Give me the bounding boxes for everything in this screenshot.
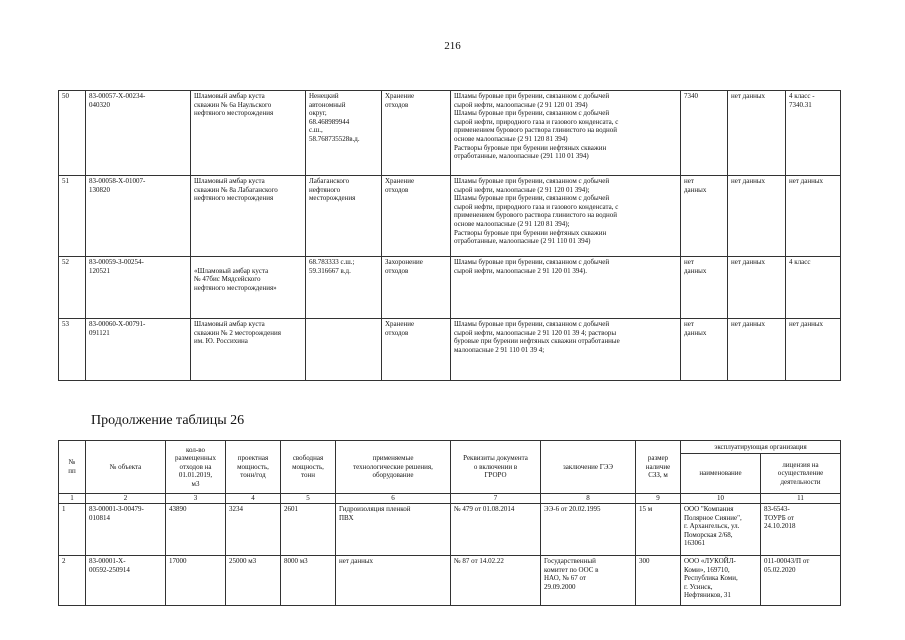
object-location: 68.783333 с.ш.; 59.316667 в.д. <box>306 257 382 319</box>
technology: Гидроизоляция пленкой ПВХ <box>336 504 451 556</box>
header-waste-quantity: кол-во размещенных отходов на 01.01.2019, м3 <box>166 441 226 494</box>
hazard-class: нет данных <box>786 319 841 381</box>
column-number: 4 <box>226 494 281 504</box>
object-id: 83-00001-Х- 00592-250914 <box>86 556 166 606</box>
hazard-class: нет данных <box>786 176 841 257</box>
object-purpose: Хранение отходов <box>382 176 451 257</box>
waste-amount: 7340 <box>681 91 728 176</box>
column-number: 1 <box>59 494 86 504</box>
column-number: 5 <box>281 494 336 504</box>
hazard-class: 4 класс - 7340.31 <box>786 91 841 176</box>
table-row <box>59 319 841 381</box>
object-location: Ненецкий автономный округ, 68.468989944 с.ш., 58.768735528в.д. <box>306 91 382 176</box>
design-capacity: 25000 м3 <box>226 556 281 606</box>
header-design-capacity: проектная мощность, тонн/год <box>226 441 281 494</box>
waste-types: Шламы буровые при бурении, связанном с добычей сырой нефти, малоопасные (2 91 120 01 394) Шламы буровые при бурении, связанном с добычей сырой нефти, природного газа и газового конденсата, с применением бурового раствора глинистого на водной основе малоопасные (2 91 120 81 394) Растворы буровые при бурении нефтяных скважин отработанные, малоопасные (291 110 01 394) <box>451 91 681 176</box>
hazard-class: 4 класс <box>786 257 841 319</box>
column-number: 3 <box>166 494 226 504</box>
waste-quantity: 17000 <box>166 556 226 606</box>
object-name: «Шламовый амбар куста № 47бис Мядсейского нефтяного месторождения» <box>191 257 306 319</box>
object-purpose: Хранение отходов <box>382 91 451 176</box>
table-row <box>59 504 841 556</box>
header-row-number: № пп <box>59 441 86 494</box>
page-number: 216 <box>444 40 461 52</box>
szz-size: 15 м <box>636 504 681 556</box>
column-number: 7 <box>451 494 541 504</box>
header-szz-size: размер наличие СЗЗ, м <box>636 441 681 494</box>
org-license: 83-6543- ТОУРБ от 24.10.2018 <box>761 504 841 556</box>
header-org-license: лицензия на осуществление деятельности <box>761 454 841 494</box>
groro-document: № 87 от 14.02.22 <box>451 556 541 606</box>
gee-conclusion: Государственный комитет по ООС в НАО, № 67 от 29.09.2000 <box>541 556 636 606</box>
header-object-number: № объекта <box>86 441 166 494</box>
object-location <box>306 319 382 381</box>
object-data: нет данных <box>728 91 786 176</box>
waste-objects-table <box>58 90 841 381</box>
continuation-title: Продолжение таблицы 26 <box>91 413 245 428</box>
column-number: 9 <box>636 494 681 504</box>
org-name: ООО «ЛУКОЙЛ- Коми», 169710, Республика Коми, г. Усинск, Нефтяников, 31 <box>681 556 761 606</box>
row-number: 52 <box>59 257 86 319</box>
szz-size: 300 <box>636 556 681 606</box>
header-technology: применяемые технологические решения, оборудование <box>336 441 451 494</box>
row-number: 53 <box>59 319 86 381</box>
object-id: 83-00060-Х-00791- 091121 <box>86 319 191 381</box>
table-row <box>59 556 841 606</box>
org-license: 011-00043/П от 05.02.2020 <box>761 556 841 606</box>
header-gee-conclusion: заключение ГЭЭ <box>541 441 636 494</box>
waste-quantity: 43890 <box>166 504 226 556</box>
gee-conclusion: ЭЭ-6 от 20.02.1995 <box>541 504 636 556</box>
table-row <box>59 176 841 257</box>
continuation-table <box>58 440 841 606</box>
column-number: 10 <box>681 494 761 504</box>
object-name: Шламовый амбар куста скважин № 6а Наульского нефтяного месторождения <box>191 91 306 176</box>
waste-types: Шламы буровые при бурении, связанном с добычей сырой нефти, малоопасные 2 91 120 01 394). <box>451 257 681 319</box>
technology: нет данных <box>336 556 451 606</box>
header-operating-organization: эксплуатирующая организация <box>681 441 841 454</box>
object-id: 83-00058-Х-01007- 130820 <box>86 176 191 257</box>
object-data: нет данных <box>728 257 786 319</box>
table-row <box>59 91 841 176</box>
object-purpose: Хранение отходов <box>382 319 451 381</box>
object-name: Шламовый амбар куста скважин № 8а Лабаганского нефтяного месторождения <box>191 176 306 257</box>
free-capacity: 8000 м3 <box>281 556 336 606</box>
row-number: 50 <box>59 91 86 176</box>
object-purpose: Захоронение отходов <box>382 257 451 319</box>
header-groro-document: Реквизиты документа о включении в ГРОРО <box>451 441 541 494</box>
object-id: 83-00001-З-00479- 010814 <box>86 504 166 556</box>
waste-amount: нет данных <box>681 257 728 319</box>
object-location: Лабаганского нефтяного месторождения <box>306 176 382 257</box>
free-capacity: 2601 <box>281 504 336 556</box>
table-row <box>59 257 841 319</box>
row-number: 51 <box>59 176 86 257</box>
object-id: 83-00059-З-00254- 120521 <box>86 257 191 319</box>
object-data: нет данных <box>728 319 786 381</box>
column-number: 2 <box>86 494 166 504</box>
waste-types: Шламы буровые при бурении, связанном с добычей сырой нефти, малоопасные (2 91 120 01 394); Шламы буровые при бурении, связанном с добычей сырой нефти, природного газа и газового конденсата, с применением бурового раствора глинистого на водной основе малоопасные (2 91 120 81 394); Растворы буровые при бурении нефтяных скважин отработанные, малоопасные (2 91 110 01 394) <box>451 176 681 257</box>
waste-amount: нет данных <box>681 176 728 257</box>
waste-amount: нет данных <box>681 319 728 381</box>
column-number: 8 <box>541 494 636 504</box>
object-data: нет данных <box>728 176 786 257</box>
column-number: 6 <box>336 494 451 504</box>
column-number: 11 <box>761 494 841 504</box>
header-org-name: наименование <box>681 454 761 494</box>
column-numbers-row <box>59 494 841 504</box>
object-name: Шламовый амбар куста скважин № 2 месторождения им. Ю. Россихина <box>191 319 306 381</box>
org-name: ООО "Компания Полярное Сияние", г. Архангельск, ул. Поморская 2/68, 163061 <box>681 504 761 556</box>
groro-document: № 479 от 01.08.2014 <box>451 504 541 556</box>
design-capacity: 3234 <box>226 504 281 556</box>
header-free-capacity: свободная мощность, тонн <box>281 441 336 494</box>
waste-types: Шламы буровые при бурении, связанном с добычей сырой нефти, малоопасные 2 91 120 01 39 4; растворы буровые при бурении нефтяных скважин отработанные малоопасные 2 91 110 01 39 4; <box>451 319 681 381</box>
object-id: 83-00057-Х-00234- 040320 <box>86 91 191 176</box>
row-number: 2 <box>59 556 86 606</box>
row-number: 1 <box>59 504 86 556</box>
